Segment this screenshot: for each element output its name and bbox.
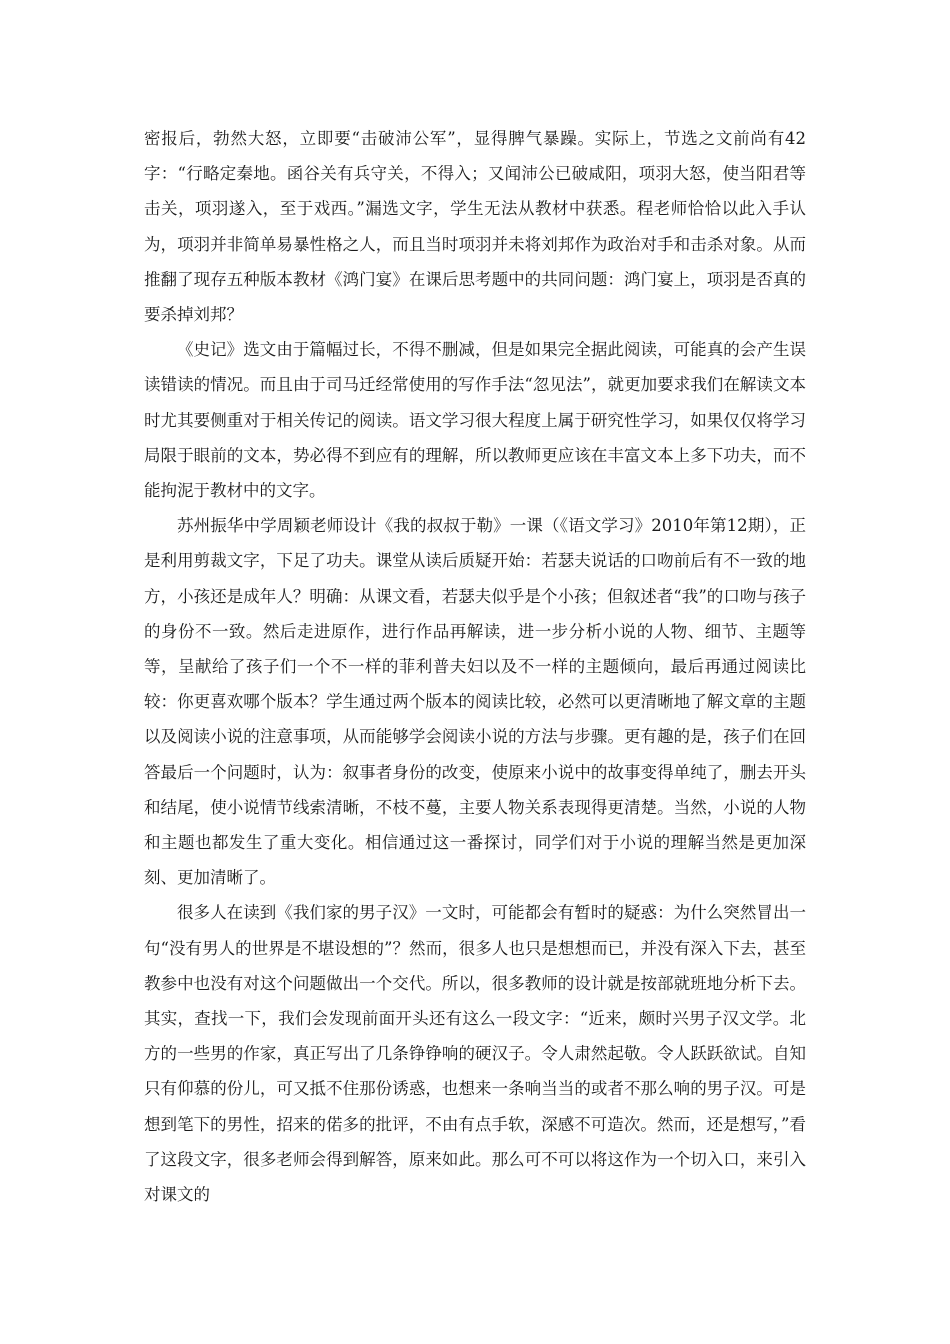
paragraph-3: 苏州振华中学周颖老师设计《我的叔叔于勒》一课（《语文学习》2010年第12期），正是利用剪裁文字，下足了功夫。课堂从读后质疑开始：若瑟夫说话的口吻前后有不一致的地方，小孩还是成年人？明确：从课文看，若瑟夫似乎是个小孩；但叙述者“我”的口吻与孩子的身份不一致。然后走进原作，进行作品再解读，进一步分析小说的人物、细节、主题等等，呈献给了孩子们一个不一样的菲利普夫妇以及不一样的主题倾向，最后再通过阅读比较：你更喜欢哪个版本？学生通过两个版本的阅读比较，必然可以更清晰地了解文章的主题以及阅读小说的注意事项，从而能够学会阅读小说的方法与步骤。更有趣的是，孩子们在回答最后一个问题时，认为：叙事者身份的改变，使原来小说中的故事变得单纯了，删去开头和结尾，使小说情节线索清晰，不枝不蔓，主要人物关系表现得更清楚。当然，小说的人物和主题也都发生了重大变化。相信通过这一番探讨，同学们对于小说的理解当然是更加深刻、更加清晰了。 <box>144 516 806 888</box>
paragraph-2: 《史记》选文由于篇幅过长，不得不删减，但是如果完全据此阅读，可能真的会产生误读错读的情况。而且由于司马迁经常使用的写作手法“忽见法”，就更加要求我们在解读文本时尤其要侧重对于相关传记的阅读。语文学习很大程度上属于研究性学习，如果仅仅将学习局限于眼前的文本，势必得不到应有的理解，所以教师更应该在丰富文本上多下功夫，而不能拘泥于教材中的文字。 <box>144 340 806 501</box>
body-text <box>144 121 806 1212</box>
paragraph-4: 很多人在读到《我们家的男子汉》一文时，可能都会有暂时的疑惑：为什么突然冒出一句“没有男人的世界是不堪设想的”？然而，很多人也只是想想而已，并没有深入下去，甚至教参中也没有对这个问题做出一个交代。所以，很多教师的设计就是按部就班地分析下去。其实，查找一下，我们会发现前面开头还有这么一段文字：“近来，颇时兴男子汉文学。北方的一些男的作家，真正写出了几条铮铮响的硬汉子。令人肃然起敬。令人跃跃欲试。自知只有仰慕的份儿，可又抵不住那份诱惑，也想来一条响当当的或者不那么响的男子汉。可是想到笔下的男性，招来的偌多的批评，不由有点手软，深感不可造次。然而，还是想写，”看了这段文字，很多老师会得到解答，原来如此。那么可不可以将这作为一个切入口，来引入对课文的 <box>144 903 806 1205</box>
paragraph-1: 密报后，勃然大怒，立即要“击破沛公军”，显得脾气暴躁。实际上，节选之文前尚有42字：“行略定秦地。函谷关有兵守关，不得入；又闻沛公已破咸阳，项羽大怒，使当阳君等击关，项羽遂入，至于戏西。”漏选文字，学生无法从教材中获悉。程老师恰恰以此入手认为，项羽并非简单易暴性格之人，而且当时项羽并未将刘邦作为政治对手和击杀对象。从而推翻了现存五种版本教材《鸿门宴》在课后思考题中的共同问题：鸿门宴上，项羽是否真的要杀掉刘邦？ <box>144 129 806 325</box>
